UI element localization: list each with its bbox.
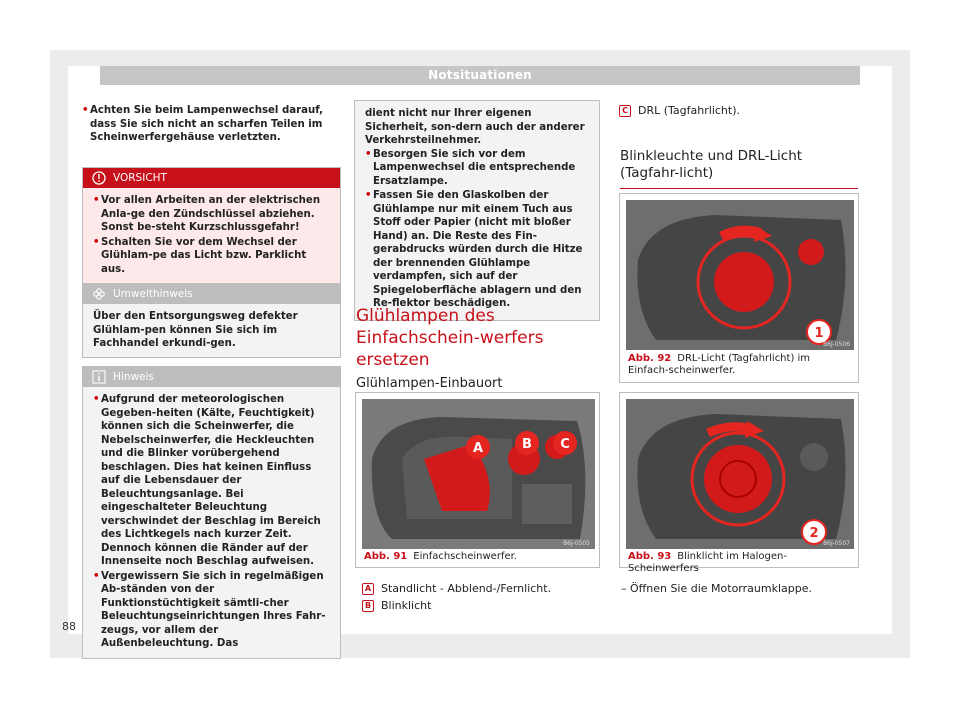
info-icon <box>92 370 106 384</box>
figure-caption-text: DRL-Licht (Tagfahrlicht) im Einfach-scheinwerfer. <box>628 353 811 376</box>
bullet-icon: • <box>93 570 100 582</box>
subheading: Glühlampen-Einbauort <box>356 377 600 397</box>
hinweis-box <box>82 366 341 659</box>
flower-icon <box>92 287 106 301</box>
list-item <box>93 194 332 235</box>
vorsicht-box <box>82 167 341 284</box>
list-item <box>365 148 591 189</box>
legend-text: Blinklicht <box>381 599 432 612</box>
legend-key: B <box>362 600 374 612</box>
page-number: 88 <box>62 620 76 633</box>
list-item-text: Schalten Sie vor dem Wechsel der Glühlam-pe das Licht bzw. Parklicht aus. <box>101 236 307 275</box>
list-item <box>93 393 332 569</box>
vorsicht-body <box>83 188 340 283</box>
marker-a-label: A <box>472 441 484 456</box>
figure-label: Abb. 93 <box>628 551 672 562</box>
hinweis-body <box>83 387 340 658</box>
continued-warning-box <box>354 100 600 321</box>
left-column <box>82 104 340 146</box>
list-item-text: Fassen Sie den Glaskolben der Glühlampe nur mit einem Tuch aus Stoff oder Papier (nicht mit bloßer Hand) an. Die Reste des Fin-gerabdrucks würden durch die Hitze der brennenden Glühlampe verdampfen, sich auf der Spiegeloberfläche ablagern und den Re-flektor beschädigen. <box>373 190 583 309</box>
hinweis-header <box>83 367 340 387</box>
legend-item-a <box>362 580 602 597</box>
umwelt-box <box>82 283 341 358</box>
bullet-icon: • <box>93 236 100 248</box>
marker-c-label: C <box>560 437 570 452</box>
drl-illustration <box>626 200 854 350</box>
figure-93 <box>619 392 859 574</box>
list-item-text: Vergewissern Sie sich in regelmäßigen Ab-ständen von der Funktionstüchtigkeit sämtli-cher Beleuchtungseinrichtungen Ihres Fahr-zeugs, vor allem der Außenbeleuchtung. Das <box>101 570 326 649</box>
umwelt-header <box>83 284 340 304</box>
figure-caption <box>628 353 852 377</box>
figure-92 <box>619 193 859 383</box>
marker-b-label: B <box>522 437 532 452</box>
list-item <box>93 236 332 277</box>
legend-list <box>362 580 602 614</box>
list-item-text: Besorgen Sie sich vor dem Lampenwechsel die entsprechende Ersatzlampe. <box>373 148 576 187</box>
figure-91 <box>355 392 600 568</box>
figure-code: B6J-0505 <box>563 540 590 547</box>
bullet-icon: • <box>365 190 372 201</box>
hinweis-title: Hinweis <box>113 371 154 383</box>
figure-code: B6J-0507 <box>823 540 850 547</box>
bullet-icon: • <box>93 195 100 206</box>
legend-item-b <box>362 597 602 614</box>
warning-text: Achten Sie beim Lampenwechsel darauf, dass Sie sich nicht an scharfen Teilen im Scheinwerfergehäuse verletzten. <box>90 105 324 143</box>
headlamp-illustration <box>362 399 595 549</box>
marker-2-label: 2 <box>809 526 819 541</box>
vorsicht-title: VORSICHT <box>113 172 167 184</box>
umwelt-title: Umwelthinweis <box>113 288 193 300</box>
right-heading: Blinkleuchte und DRL-Licht (Tagfahr-licht) <box>620 148 858 189</box>
legend-key: C <box>619 105 631 117</box>
vorsicht-header <box>83 168 340 188</box>
drl-photo <box>626 200 854 350</box>
list-item-text: Vor allen Arbeiten an der elektrischen Anla-ge den Zündschlüssel abziehen. Sonst be-steht Kurzschlussgefahr! <box>101 195 321 233</box>
warning-bullet <box>82 104 340 145</box>
bullet-icon: • <box>93 394 100 405</box>
figure-caption-text: Einfachscheinwerfer. <box>413 551 517 562</box>
warning-circle-icon <box>92 171 106 185</box>
bullet-icon: • <box>365 148 372 160</box>
list-item-text: Aufgrund der meteorologischen Gegeben-heiten (Kälte, Feuchtigkeit) können sich die Scheinwerfer, die Nebelscheinwerfer, die Heckleuchten und die Blinker vorübergehend beschlagen. Dies hat keinen Einfluss auf die Lebensdauer der Beleuchtungsanlage. Bei eingeschalteter Beleuchtung verschwindet der Beschlag im Bereich des Lichtkegels nach kurzer Zeit. Dennoch können die Ränder auf der Innenseite noch Beschlag aufweisen. <box>101 394 321 567</box>
figure-label: Abb. 92 <box>628 353 672 364</box>
legend-text: Standlicht - Abblend-/Fernlicht. <box>381 582 552 595</box>
blinker-photo <box>626 399 854 549</box>
section-title: Glühlampen des Einfachschein-werfers ersetzen <box>356 306 544 370</box>
legend-key: A <box>362 583 374 595</box>
instruction-step: – Öffnen Sie die Motorraumklappe. <box>621 582 812 595</box>
figure-caption <box>628 551 852 575</box>
continued-text: dient nicht nur Ihrer eigenen Sicherheit, son-dern auch der anderer Verkehrsteilnehmer. <box>365 108 585 146</box>
bullet-icon: • <box>82 105 89 116</box>
umwelt-body: Über den Entsorgungsweg defekter Glühlam-pen können Sie sich im Fachhandel erkundi-gen. <box>83 304 340 357</box>
list-item <box>365 189 591 311</box>
section-heading-block <box>356 305 600 397</box>
figure-caption <box>364 551 517 563</box>
legend-item-c <box>619 102 859 119</box>
figure-caption-text: Blinklicht im Halogen-Scheinwerfers <box>628 551 787 574</box>
headlamp-photo <box>362 399 595 549</box>
list-item <box>93 570 332 651</box>
figure-label: Abb. 91 <box>364 551 408 562</box>
legend-text: DRL (Tagfahrlicht). <box>638 104 740 117</box>
blinker-illustration <box>626 399 854 549</box>
page-header: Notsituationen <box>100 66 860 85</box>
figure-code: B6J-0506 <box>823 341 850 348</box>
marker-1-label: 1 <box>814 326 824 341</box>
